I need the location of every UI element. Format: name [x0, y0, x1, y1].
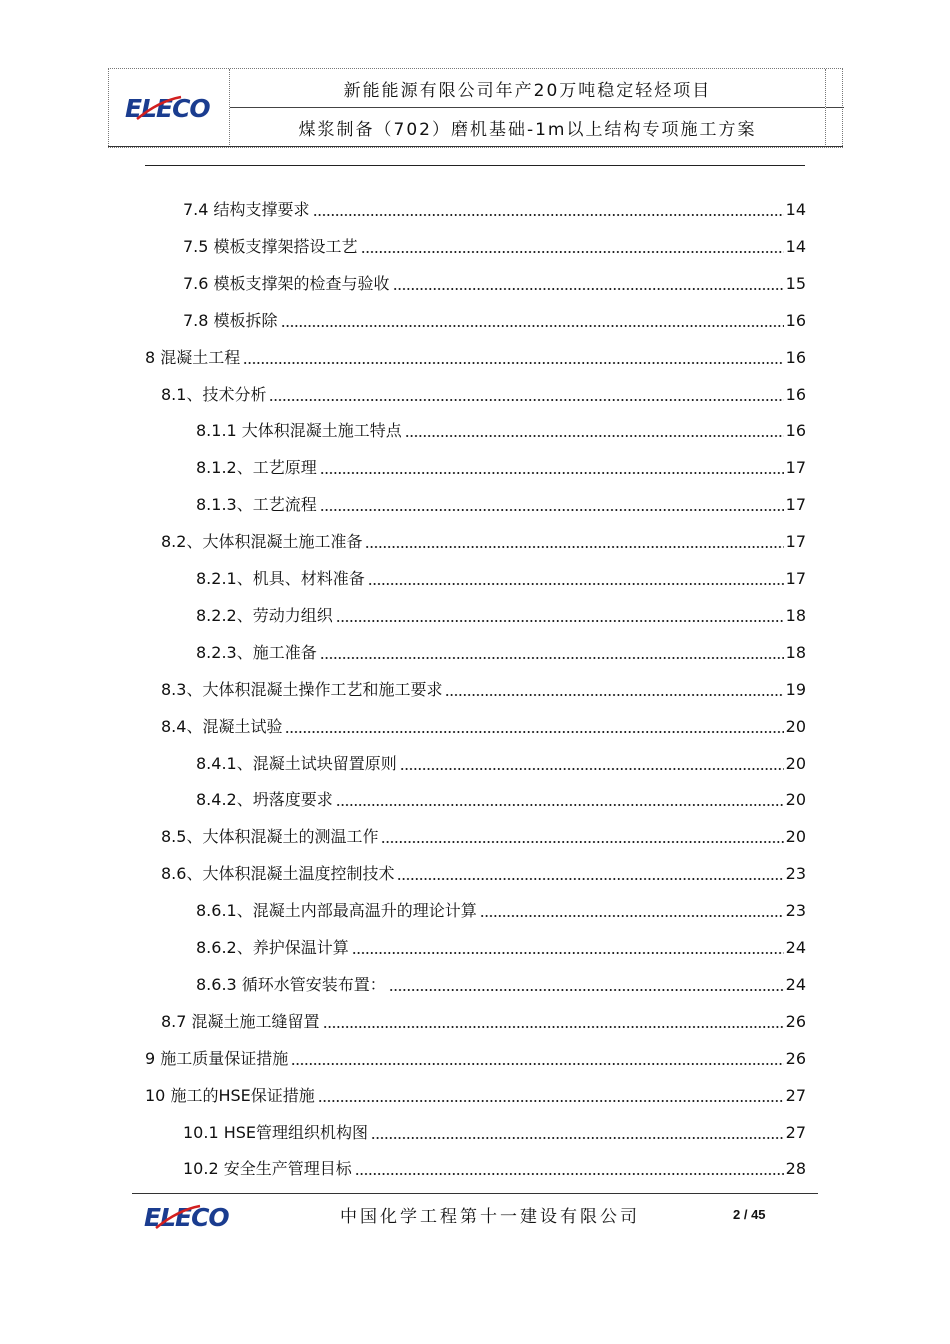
footer-rule — [132, 1193, 818, 1194]
document-header — [108, 68, 843, 148]
toc-entry-page: 19 — [785, 679, 806, 699]
footer-page-number: 2 / 45 — [733, 1207, 766, 1222]
toc-entry-title: 8.2、大体积混凝土施工准备 — [161, 532, 363, 552]
toc-dot-leader — [397, 865, 783, 881]
toc-dot-leader — [320, 644, 784, 660]
toc-entry-page: 16 — [785, 310, 806, 330]
toc-entry-title: 7.6 模板支撑架的检查与验收 — [183, 273, 390, 293]
footer-company-name: 中国化学工程第十一建设有限公司 — [340, 1207, 640, 1227]
toc-entry[interactable] — [161, 368, 806, 405]
header-logo-text: ELECO — [125, 94, 210, 123]
toc-dot-leader — [400, 755, 784, 771]
toc-entry[interactable] — [145, 1032, 806, 1069]
toc-entry-page: 20 — [785, 716, 806, 736]
toc-entry-page: 16 — [785, 421, 806, 441]
toc-entry[interactable] — [196, 737, 806, 774]
toc-entry-page: 28 — [785, 1159, 806, 1179]
toc-entry[interactable] — [196, 773, 806, 810]
toc-entry[interactable] — [196, 958, 806, 995]
toc-entry[interactable] — [161, 515, 806, 552]
toc-entry[interactable] — [196, 884, 806, 921]
eleco-footer-logo-icon — [142, 1202, 242, 1232]
toc-entry-title: 8.4、混凝土试验 — [161, 716, 283, 736]
toc-entry[interactable] — [196, 626, 806, 663]
toc-entry-page: 26 — [785, 1011, 806, 1031]
toc-entry-page: 26 — [785, 1048, 806, 1068]
toc-dot-leader — [320, 496, 784, 512]
toc-entry-page: 14 — [785, 200, 806, 219]
toc-dot-leader — [393, 275, 784, 291]
toc-entry[interactable] — [183, 294, 806, 331]
toc-entry-page: 24 — [785, 938, 806, 957]
toc-entry-page: 14 — [785, 236, 806, 256]
toc-entry[interactable] — [196, 921, 806, 958]
toc-entry-title: 7.8 模板拆除 — [183, 310, 278, 330]
toc-entry-page: 17 — [785, 495, 806, 515]
toc-entry-title: 8.3、大体积混凝土操作工艺和施工要求 — [161, 679, 443, 699]
toc-entry[interactable] — [145, 1069, 806, 1106]
toc-entry-title: 8.6.3 循环水管安装布置： — [196, 974, 386, 994]
toc-entry[interactable] — [183, 1142, 806, 1179]
toc-entry-page: 27 — [785, 1085, 806, 1105]
toc-entry[interactable] — [183, 257, 806, 294]
toc-entry-title: 8.2.1、机具、材料准备 — [196, 569, 365, 588]
toc-dot-leader — [285, 718, 783, 734]
toc-entry-page: 17 — [785, 532, 806, 552]
header-project-title: 新能能源有限公司年产20万吨稳定轻烃项目 — [230, 69, 825, 108]
toc-dot-leader — [371, 1124, 784, 1140]
toc-entry[interactable] — [183, 1106, 806, 1143]
toc-entry-title: 10.2 安全生产管理目标 — [183, 1159, 352, 1179]
toc-entry-page: 17 — [785, 569, 806, 588]
toc-entry-title: 10.1 HSE管理组织机构图 — [183, 1122, 369, 1142]
toc-dot-leader — [281, 312, 784, 328]
toc-entry-title: 8.4.1、混凝土试块留置原则 — [196, 753, 397, 773]
toc-entry-title: 9 施工质量保证措施 — [145, 1048, 289, 1068]
toc-entry[interactable] — [196, 478, 806, 515]
toc-entry[interactable] — [161, 995, 806, 1032]
toc-entry-title: 8.1.2、工艺原理 — [196, 458, 317, 478]
footer-logo-text: ELECO — [144, 1203, 229, 1232]
toc-entry[interactable] — [196, 589, 806, 626]
toc-entry[interactable] — [196, 404, 806, 441]
toc-dot-leader — [269, 386, 783, 402]
toc-entry-page: 18 — [785, 605, 806, 625]
toc-dot-leader — [368, 570, 784, 586]
toc-entry[interactable] — [196, 552, 806, 589]
toc-entry-title: 8.5、大体积混凝土的测温工作 — [161, 827, 379, 847]
toc-dot-leader — [355, 1160, 784, 1176]
toc-dot-leader — [381, 828, 783, 844]
toc-dot-leader — [323, 1013, 784, 1029]
header-logo-cell — [109, 69, 230, 147]
toc-entry-page: 16 — [785, 384, 806, 404]
toc-entry-page: 16 — [785, 347, 806, 367]
toc-entry-page: 15 — [785, 273, 806, 293]
toc-dot-leader — [480, 902, 784, 918]
header-underline — [108, 146, 843, 147]
toc-entry-title: 8.7 混凝土施工缝留置 — [161, 1011, 320, 1031]
toc-entry[interactable] — [196, 441, 806, 478]
toc-entry[interactable] — [183, 220, 806, 257]
footer-logo — [142, 1202, 242, 1236]
toc-dot-leader — [291, 1050, 783, 1066]
toc-entry-title: 8.1、技术分析 — [161, 384, 267, 404]
toc-entry[interactable] — [161, 810, 806, 847]
toc-entry-title: 8.6.1、混凝土内部最高温升的理论计算 — [196, 901, 477, 921]
toc-dot-leader — [405, 422, 784, 438]
toc-entry-page: 17 — [785, 458, 806, 478]
toc-dot-leader — [389, 976, 784, 992]
toc-entry-page: 23 — [785, 864, 806, 884]
toc-entry-page: 23 — [785, 901, 806, 921]
toc-dot-leader — [361, 238, 784, 254]
header-right-cell — [825, 69, 844, 147]
toc-entry[interactable] — [145, 331, 806, 368]
toc-entry-title: 8 混凝土工程 — [145, 347, 241, 367]
toc-entry-page: 20 — [785, 753, 806, 773]
toc-dot-leader — [336, 791, 784, 807]
toc-entry-title: 8.1.3、工艺流程 — [196, 495, 317, 515]
toc-entry-title: 10 施工的HSE保证措施 — [145, 1085, 315, 1105]
toc-entry-page: 18 — [785, 642, 806, 662]
toc-dot-leader — [336, 607, 784, 623]
toc-entry-title: 7.4 结构支撑要求 — [183, 200, 310, 219]
toc-entry[interactable] — [161, 847, 806, 884]
toc-dot-leader — [318, 1087, 784, 1103]
toc-entry[interactable] — [183, 183, 806, 220]
toc-entry-title: 8.6、大体积混凝土温度控制技术 — [161, 864, 395, 884]
toc-entry-title: 8.1.1 大体积混凝土施工特点 — [196, 421, 402, 441]
toc-dot-leader — [365, 533, 783, 549]
toc-dot-leader — [445, 681, 783, 697]
toc-entry-page: 24 — [785, 974, 806, 994]
toc-entry-title: 8.2.2、劳动力组织 — [196, 605, 333, 625]
toc-dot-leader — [243, 349, 783, 365]
toc-dot-leader — [352, 939, 784, 955]
toc-entry[interactable] — [161, 700, 806, 737]
toc-entry-title: 8.4.2、坍落度要求 — [196, 790, 333, 810]
header-document-title: 煤浆制备（702）磨机基础-1m以上结构专项施工方案 — [298, 120, 757, 140]
toc-dot-leader — [313, 201, 784, 217]
toc-entry-title: 8.6.2、养护保温计算 — [196, 938, 349, 957]
toc-entry-page: 20 — [785, 827, 806, 847]
toc-entry-page: 27 — [785, 1122, 806, 1142]
toc-entry-title: 7.5 模板支撑架搭设工艺 — [183, 236, 358, 256]
toc-top-rule — [145, 165, 805, 166]
toc-entry-title: 8.2.3、施工准备 — [196, 642, 317, 662]
toc-entry-page: 20 — [785, 790, 806, 810]
eleco-logo-icon — [119, 93, 219, 123]
toc-dot-leader — [320, 459, 784, 475]
toc-entry[interactable] — [161, 663, 806, 700]
